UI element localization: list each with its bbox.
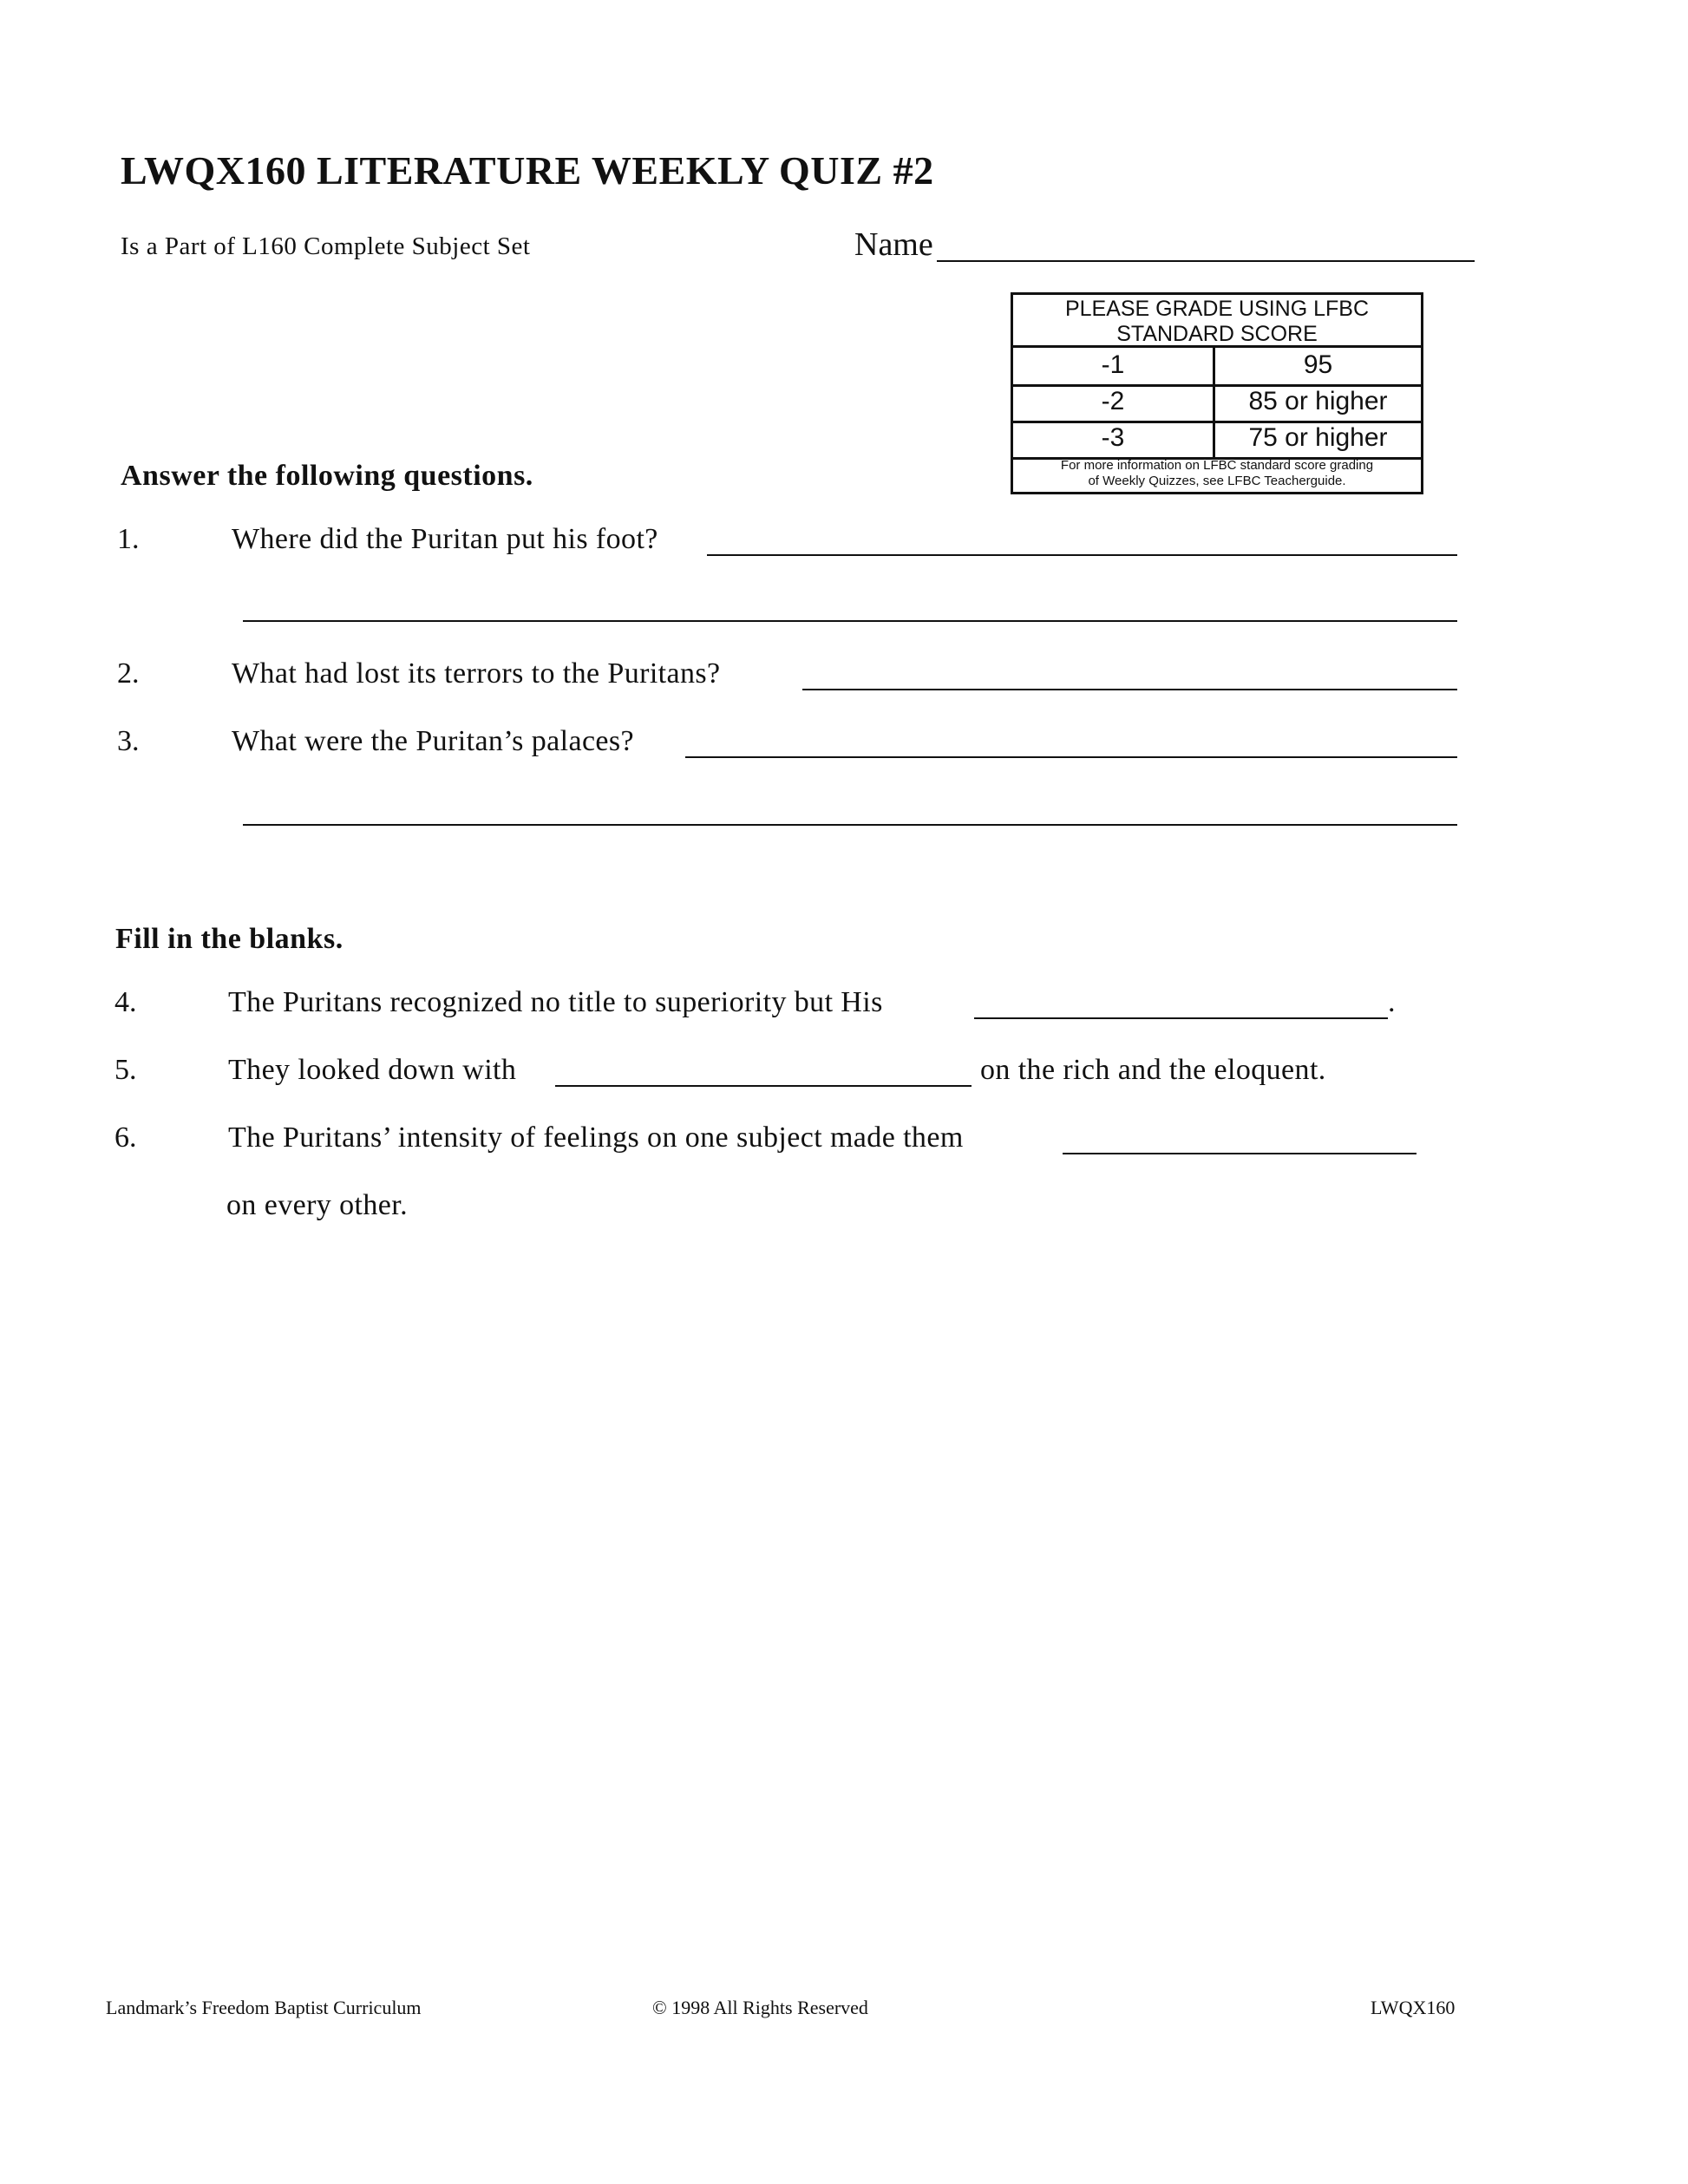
name-label: Name <box>854 226 933 263</box>
footer-copyright: © 1998 All Rights Reserved <box>652 1997 868 2018</box>
answer-line[interactable] <box>685 756 1457 758</box>
section-heading-questions: Answer the following questions. <box>121 460 533 492</box>
grading-row <box>1013 421 1421 460</box>
grading-footnote-line1: For more information on LFBC standard score grading <box>1060 458 1374 473</box>
blank-line[interactable] <box>974 1017 1388 1019</box>
item-text: The Puritans’ intensity of feelings on one subject made them <box>228 1121 964 1154</box>
answer-line[interactable] <box>707 554 1457 556</box>
question-number: 1. <box>117 523 140 555</box>
question-text: Where did the Puritan put his foot? <box>232 523 658 555</box>
footer-code: LWQX160 <box>1371 1997 1456 2018</box>
item-number: 6. <box>114 1121 137 1154</box>
grading-row <box>1013 348 1421 387</box>
missed-count: -2 <box>1013 384 1215 421</box>
section-heading-fill-in: Fill in the blanks. <box>115 923 343 955</box>
question-text: What had lost its terrors to the Puritans? <box>232 657 721 690</box>
grading-footnote-line2: of Weekly Quizzes, see LFBC Teacherguide. <box>1088 474 1346 488</box>
score-value: 75 or higher <box>1248 423 1388 452</box>
item-text: They looked down with <box>228 1054 517 1086</box>
page-title: LWQX160 LITERATURE WEEKLY QUIZ #2 <box>121 148 934 193</box>
grading-row <box>1013 384 1421 423</box>
footer-publisher: Landmark’s Freedom Baptist Curriculum <box>106 1997 422 2018</box>
answer-line[interactable] <box>243 620 1457 622</box>
subtitle: Is a Part of L160 Complete Subject Set <box>121 232 531 260</box>
grading-scale-box <box>1011 292 1423 494</box>
grading-scale-heading <box>1013 295 1421 348</box>
score-value: 85 or higher <box>1248 387 1388 415</box>
blank-line[interactable] <box>1063 1153 1416 1154</box>
score-value: 95 <box>1303 350 1333 379</box>
item-continuation: on every other. <box>226 1189 408 1221</box>
name-field-line[interactable] <box>937 260 1475 262</box>
item-number: 5. <box>114 1054 137 1086</box>
item-text: The Puritans recognized no title to superiority but His <box>228 986 883 1018</box>
grading-footnote <box>1013 456 1421 492</box>
item-text-end: on the rich and the eloquent. <box>980 1054 1326 1086</box>
grading-heading-line2: STANDARD SCORE <box>1116 322 1318 346</box>
question-number: 3. <box>117 725 140 757</box>
answer-line[interactable] <box>243 824 1457 826</box>
item-number: 4. <box>114 986 137 1018</box>
question-text: What were the Puritan’s palaces? <box>232 725 635 757</box>
question-number: 2. <box>117 657 140 690</box>
grading-heading-line1: PLEASE GRADE USING LFBC <box>1064 297 1370 321</box>
missed-count: -3 <box>1013 421 1215 457</box>
item-text-end: . <box>1388 986 1396 1018</box>
missed-count: -1 <box>1013 348 1215 384</box>
blank-line[interactable] <box>555 1085 972 1087</box>
answer-line[interactable] <box>802 689 1457 690</box>
